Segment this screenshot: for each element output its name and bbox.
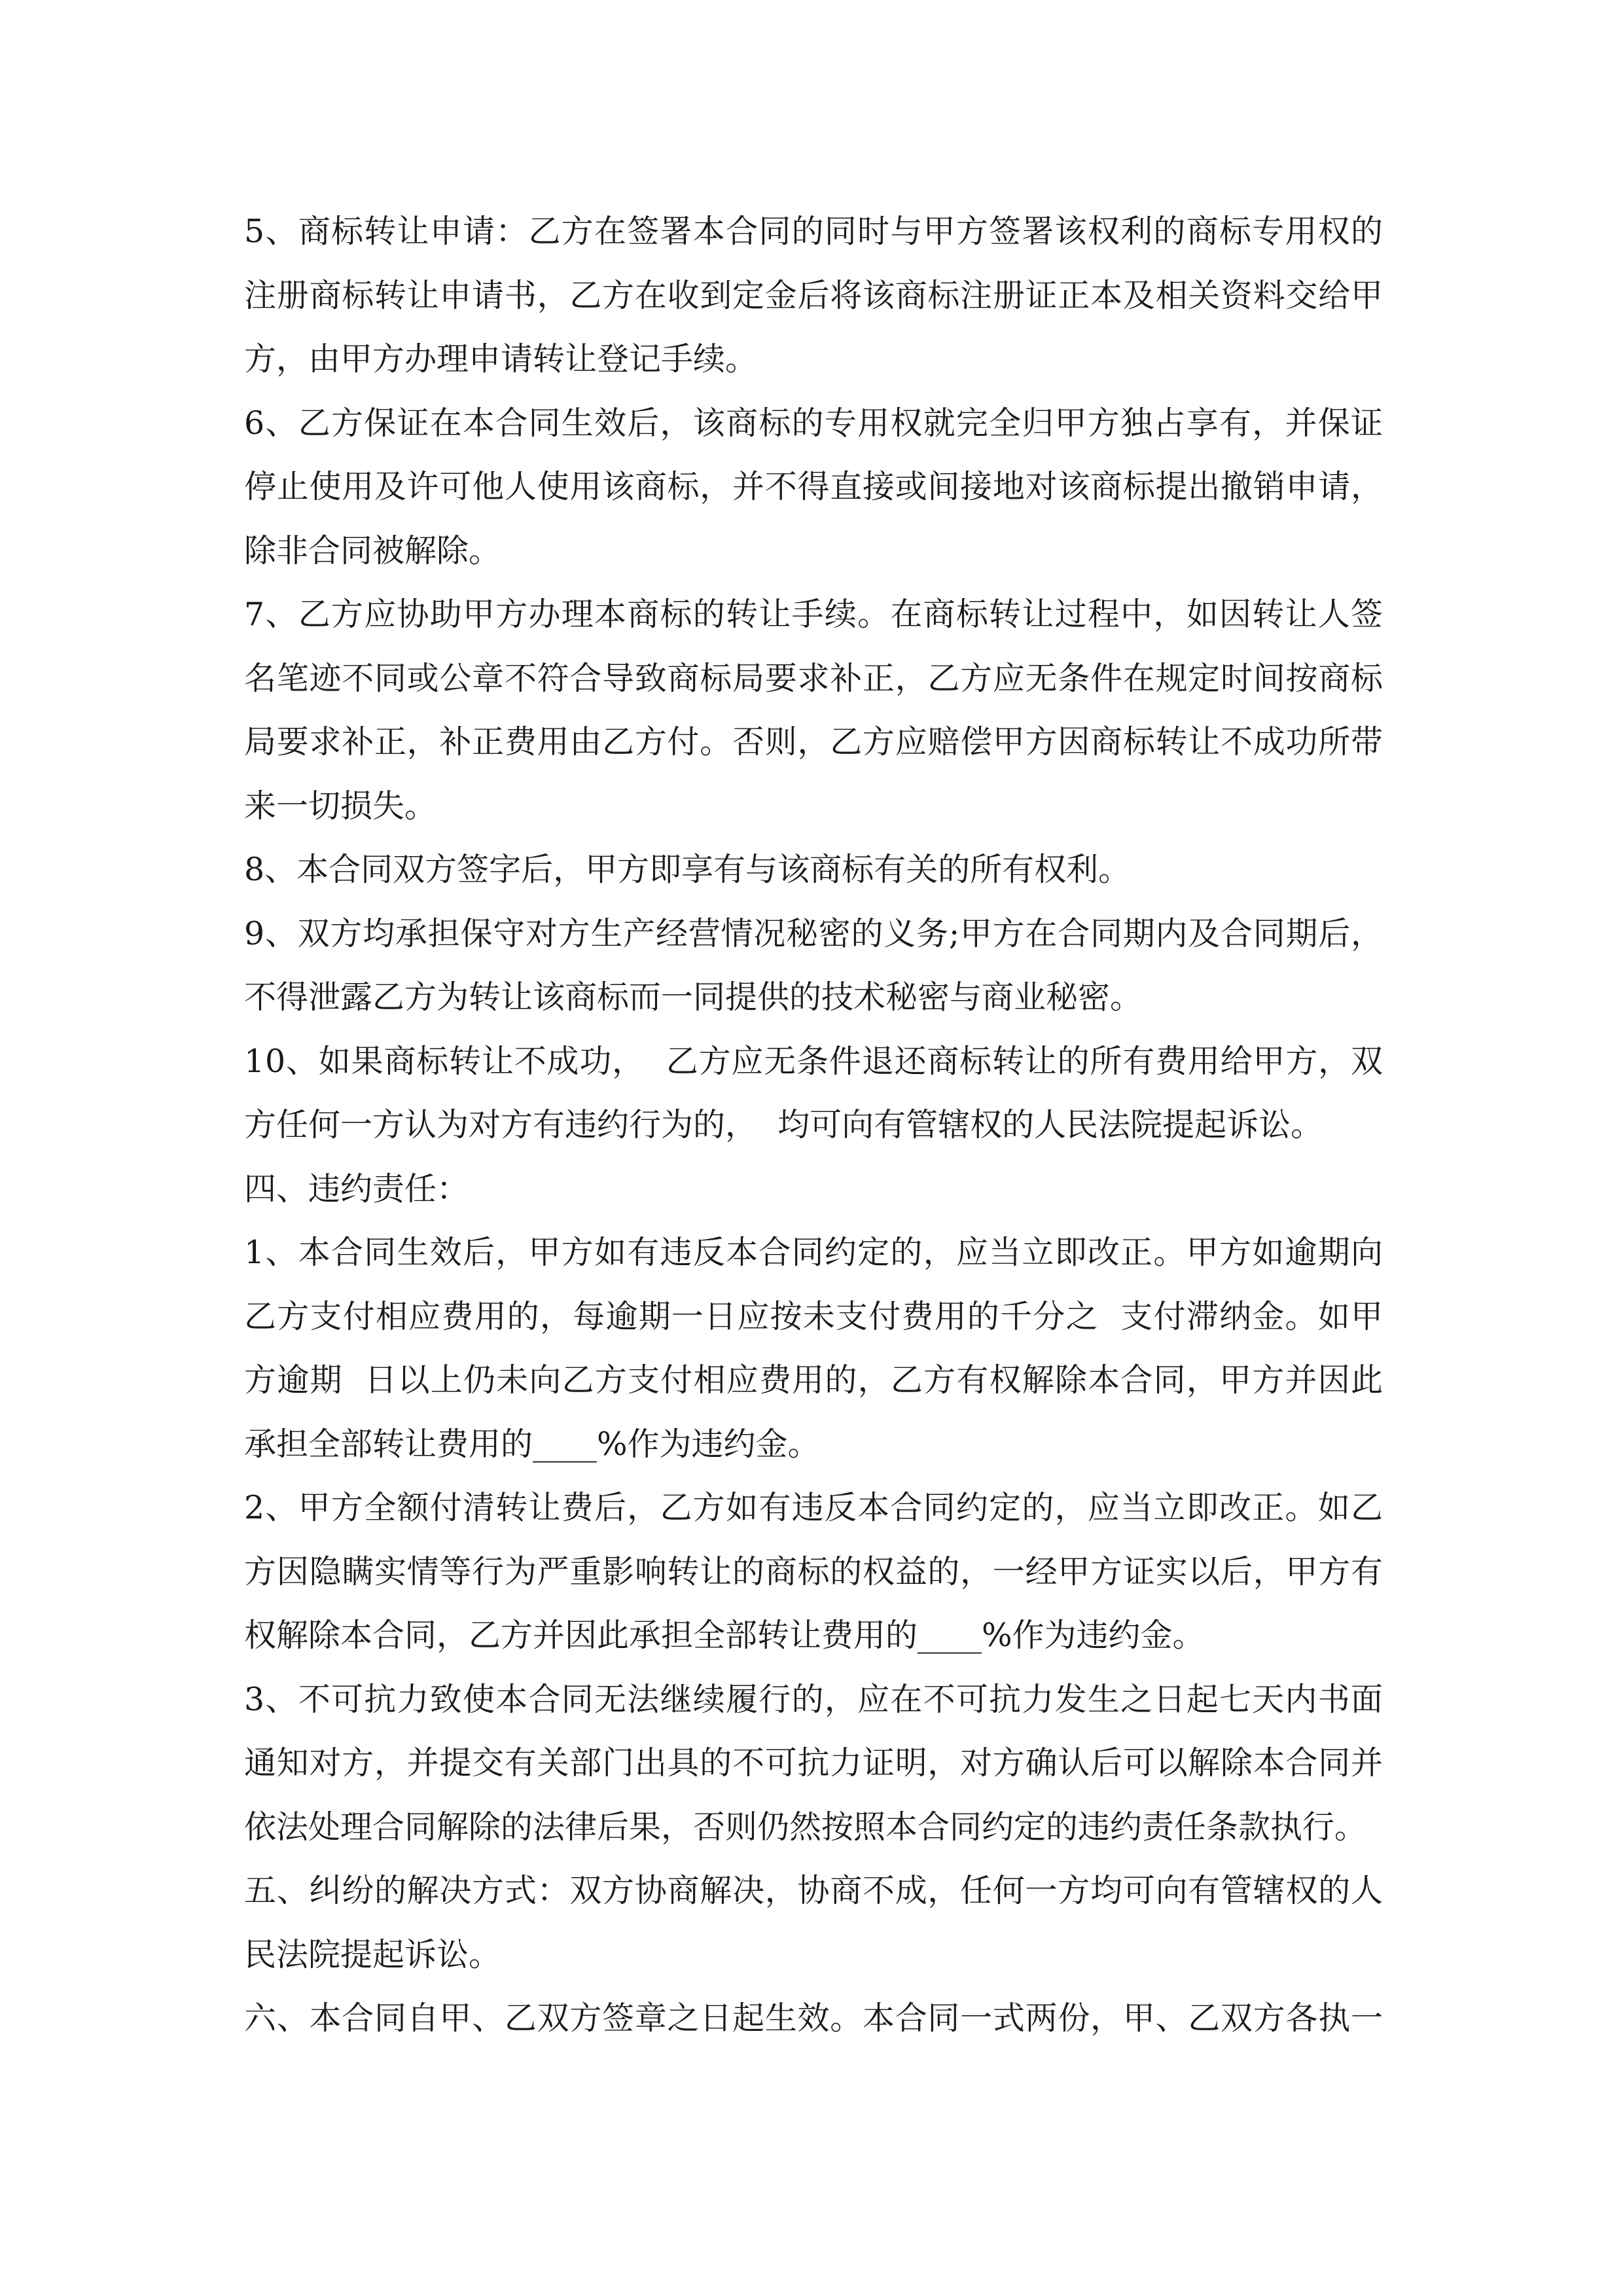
paragraph-line-text: 五、纠纷的解决方式：双方协商解决，协商不成，任何一方均可向有管辖权的人 — [244, 1872, 1383, 1909]
paragraph-line-text: 依法处理合同解除的法律后果，否则仍然按照本合同约定的违约责任条款执行。 — [244, 1808, 1367, 1846]
paragraph-line-text: 方逾期 日以上仍未向乙方支付相应费用的，乙方有权解除本合同，甲方并因此 — [244, 1361, 1384, 1399]
paragraph-line-text: 9、双方均承担保守对方生产经营情况秘密的义务;甲方在合同期内及合同期后， — [244, 914, 1383, 952]
paragraph-line — [244, 583, 1383, 647]
paragraph-line — [244, 391, 1383, 456]
paragraph-line — [244, 1604, 1383, 1668]
paragraph-line — [244, 902, 1383, 966]
document-body — [244, 200, 1383, 2051]
paragraph-line — [244, 519, 1383, 583]
paragraph-line — [244, 1285, 1383, 1349]
paragraph-line — [244, 1412, 1383, 1477]
paragraph-line-text: 7、乙方应协助甲方办理本商标的转让手续。在商标转让过程中，如因转让人签 — [244, 596, 1384, 633]
paragraph-line-text: 10、如果商标转让不成功， 乙方应无条件退还商标转让的所有费用给甲方，双 — [244, 1042, 1383, 1080]
paragraph-line — [244, 1540, 1383, 1604]
paragraph-line — [244, 455, 1383, 519]
paragraph-line-text: 局要求补正，补正费用由乙方付。否则，乙方应赔偿甲方因商标转让不成功所带 — [244, 723, 1383, 761]
paragraph-line — [244, 1030, 1383, 1094]
paragraph-line-text: 通知对方，并提交有关部门出具的不可抗力证明，对方确认后可以解除本合同并 — [244, 1744, 1383, 1782]
paragraph-line — [244, 965, 1383, 1030]
paragraph-line-text: 承担全部转让费用的____%作为违约金。 — [244, 1425, 820, 1463]
paragraph-line — [244, 1157, 1383, 1221]
paragraph-line — [244, 327, 1383, 391]
paragraph-line — [244, 1795, 1383, 1859]
paragraph-line-text: 不得泄露乙方为转让该商标而一同提供的技术秘密与商业秘密。 — [244, 978, 1143, 1016]
paragraph-line — [244, 647, 1383, 711]
paragraph-line-text: 5、商标转让申请：乙方在签署本合同的同时与甲方签署该权利的商标专用权的 — [244, 213, 1384, 250]
paragraph-line — [244, 1476, 1383, 1540]
paragraph-line-text: 来一切损失。 — [244, 787, 437, 825]
paragraph-line-text: 方任何一方认为对方有违约行为的， 均可向有管辖权的人民法院提起诉讼。 — [244, 1106, 1323, 1143]
paragraph-line — [244, 1668, 1383, 1732]
paragraph-line-text: 停止使用及许可他人使用该商标，并不得直接或间接地对该商标提出撤销申请， — [244, 468, 1383, 505]
paragraph-line — [244, 264, 1383, 328]
paragraph-line — [244, 1923, 1383, 1987]
paragraph-line — [244, 1859, 1383, 1923]
paragraph-line-text: 1、本合同生效后，甲方如有违反本合同约定的，应当立即改正。甲方如逾期向 — [244, 1234, 1384, 1271]
paragraph-line-text: 六、本合同自甲、乙双方签章之日起生效。本合同一式两份，甲、乙双方各执一 — [244, 2000, 1383, 2037]
paragraph-line-text: 权解除本合同，乙方并因此承担全部转让费用的____%作为违约金。 — [244, 1617, 1205, 1654]
paragraph-line-text: 6、乙方保证在本合同生效后，该商标的专用权就完全归甲方独占享有，并保证 — [244, 404, 1384, 442]
paragraph-line — [244, 710, 1383, 774]
paragraph-line-text: 3、不可抗力致使本合同无法继续履行的，应在不可抗力发生之日起七天内书面 — [244, 1680, 1384, 1718]
paragraph-line — [244, 1348, 1383, 1412]
paragraph-line — [244, 838, 1383, 902]
paragraph-line-text: 四、违约责任： — [244, 1170, 469, 1208]
paragraph-line-text: 方，由甲方办理申请转让登记手续。 — [244, 340, 758, 378]
paragraph-line-text: 民法院提起诉讼。 — [244, 1935, 501, 1973]
paragraph-line-text: 8、本合同双方签字后，甲方即享有与该商标有关的所有权利。 — [244, 851, 1131, 888]
paragraph-line-text: 除非合同被解除。 — [244, 531, 501, 569]
paragraph-line — [244, 1221, 1383, 1285]
paragraph-line — [244, 200, 1383, 264]
paragraph-line-text: 名笔迹不同或公章不符合导致商标局要求补正，乙方应无条件在规定时间按商标 — [244, 659, 1383, 697]
paragraph-line-text: 方因隐瞒实情等行为严重影响转让的商标的权益的，一经甲方证实以后，甲方有 — [244, 1552, 1383, 1590]
paragraph-line — [244, 1731, 1383, 1795]
paragraph-line-text: 2、甲方全额付清转让费后，乙方如有违反本合同约定的，应当立即改正。如乙 — [244, 1489, 1384, 1526]
paragraph-line — [244, 1093, 1383, 1157]
paragraph-line-text: 乙方支付相应费用的，每逾期一日应按未支付费用的千分之 支付滞纳金。如甲 — [244, 1297, 1384, 1335]
paragraph-line-text: 注册商标转让申请书，乙方在收到定金后将该商标注册证正本及相关资料交给甲 — [244, 276, 1383, 314]
paragraph-line — [244, 774, 1383, 838]
paragraph-line — [244, 1986, 1383, 2051]
